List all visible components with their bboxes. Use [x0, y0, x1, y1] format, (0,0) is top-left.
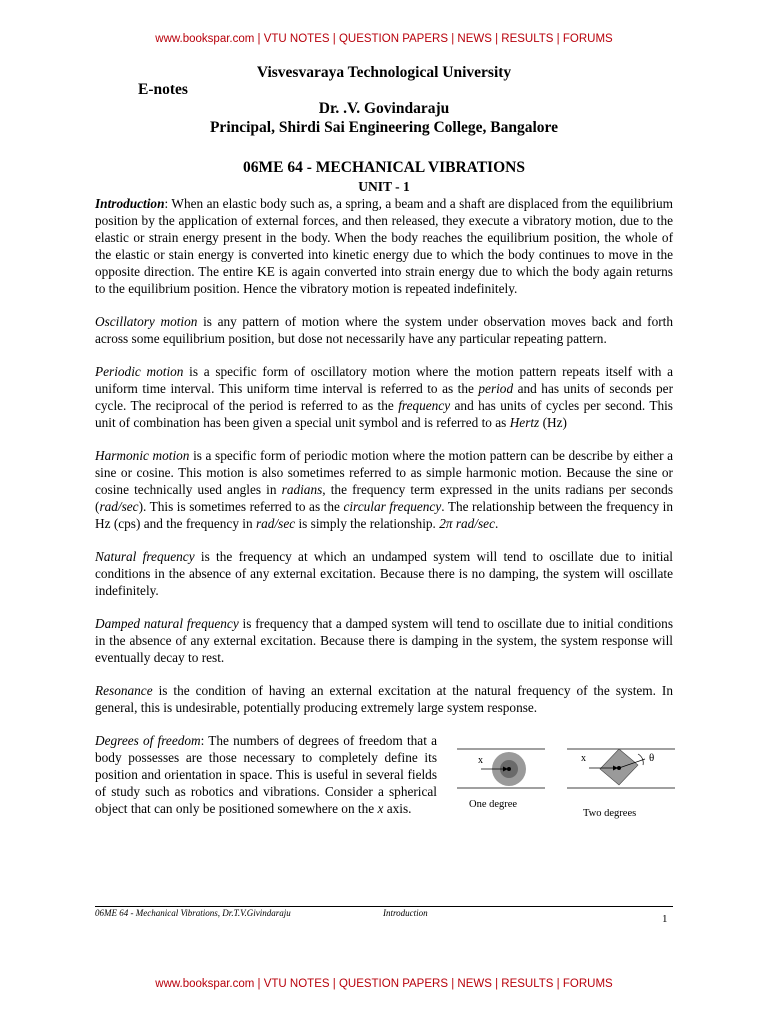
term-radians: radians	[281, 482, 323, 497]
term-period: period	[478, 381, 514, 396]
banner-sep: |	[254, 33, 264, 45]
paragraph-text: and has units of seconds per cycle. The reciprocal of the period is referred to as the	[95, 381, 673, 413]
term-natural-frequency: Natural frequency	[95, 549, 195, 564]
banner-link-news[interactable]: NEWS	[457, 33, 492, 45]
harmonic-motion-paragraph	[95, 447, 673, 532]
caption-two-degrees: Two degrees	[583, 808, 637, 819]
x-label-right: x	[581, 753, 586, 764]
banner-sep: |	[329, 33, 339, 45]
term-oscillatory-motion: Oscillatory motion	[95, 314, 198, 329]
paragraph-text: is the condition of having an external excitation at the natural frequency of the system. In general, this is undesirable, potentially producing extremely large system response.	[95, 683, 673, 715]
periodic-motion-paragraph	[95, 363, 673, 431]
university-name: Visvesvaraya Technological University	[256, 64, 512, 81]
banner-link-results[interactable]: RESULTS	[501, 33, 554, 45]
degrees-of-freedom-section	[95, 732, 673, 847]
oscillatory-motion-paragraph	[95, 313, 673, 347]
x-label-left: x	[478, 755, 483, 766]
banner-link-vtu-notes[interactable]: VTU NOTES	[263, 978, 330, 990]
paragraph-text: : The numbers of degrees of freedom that a body possesses are those necessary to completely define its position and orientation in space. This is useful in several fields of study such as robotics and vibrations. Consider a spherical object that can only be positioned somewhere on the	[95, 733, 437, 816]
banner-sep: |	[553, 33, 563, 45]
caption-one-degree: One degree	[469, 799, 518, 810]
banner-link-vtu-notes[interactable]: VTU NOTES	[263, 33, 330, 45]
banner-link-forums[interactable]: FORUMS	[562, 978, 613, 990]
banner-sep: |	[448, 978, 458, 990]
banner-sep: |	[448, 33, 458, 45]
banner-link-news[interactable]: NEWS	[457, 978, 492, 990]
introduction-paragraph	[95, 195, 673, 297]
page-number: 1	[662, 913, 668, 925]
paragraph-text: is simply the relationship.	[295, 516, 440, 531]
enotes-label: E-notes	[138, 81, 188, 98]
paragraph-text: . The relationship between the frequency in Hz (cps) and the frequency in	[95, 499, 673, 531]
term-hertz: Hertz	[509, 415, 540, 430]
paragraph-text: , the frequency term expressed in the units radians per seconds (	[95, 482, 674, 514]
banner-link-results[interactable]: RESULTS	[501, 978, 554, 990]
paragraph-text: is frequency that a damped system will tend to oscillate due to initial conditions in the absence of any external excitation. Because there is damping in the system, the system response will eventually decay to rest.	[95, 616, 673, 665]
paragraph-text: is any pattern of motion where the system under observation moves back and forth across some equilibrium position, but dose not necessarily have any particular repeating pattern.	[95, 314, 673, 346]
term-circular-frequency: circular frequency	[343, 499, 442, 514]
course-title: 06ME 64 - MECHANICAL VIBRATIONS	[243, 159, 525, 176]
footer-divider	[95, 906, 673, 907]
banner-link-forums[interactable]: FORUMS	[562, 33, 613, 45]
banner-link-question-papers[interactable]: QUESTION PAPERS	[338, 33, 448, 45]
paragraph-text: : When an elastic body such as, a spring, a beam and a shaft are displaced from the equilibrium position by the application of external forces, and then released, they execute a vibratory motion, due to the elastic or strain energy present in the body. When the body reaches the equilibrium position, the whole of the elastic or stain energy is converted into kinetic energy due to which the body continues to move in the opposite direction. The entire KE is again converted into strain energy due to which the body again returns to the equilibrium position. Hence the vibratory motion is repeated indefinitely.	[95, 196, 673, 296]
paragraph-text: ). This is sometimes referred to as the	[138, 499, 344, 514]
paragraph-text: and has units of cycles per second. This unit of combination has been given a special unit symbol and is referred to as	[95, 398, 673, 430]
top-banner	[0, 33, 768, 45]
banner-sep: |	[553, 978, 563, 990]
theta-label: θ	[649, 752, 655, 764]
footer-section: Introduction	[383, 908, 428, 918]
term-rad-sec: rad/sec	[99, 499, 139, 514]
author-affiliation: Principal, Shirdi Sai Engineering College, Bangalore	[209, 119, 559, 136]
banner-sep: |	[329, 978, 339, 990]
term-periodic-motion: Periodic motion	[95, 364, 184, 379]
resonance-paragraph	[95, 682, 673, 716]
paragraph-text: is the frequency at which an undamped system will tend to oscillate due to initial conditions in the absence of any external excitation. Because there is no damping, the system will oscillate indefinitely.	[95, 549, 674, 598]
banner-site-link[interactable]: www.bookspar.com	[155, 33, 255, 45]
term-degrees-of-freedom: Degrees of freedom	[95, 733, 201, 748]
document-page	[95, 62, 673, 847]
footer-course-author: 06ME 64 - Mechanical Vibrations, Dr.T.V.Givindaraju	[95, 908, 291, 918]
term-introduction: Introduction	[95, 196, 165, 211]
bottom-banner	[0, 978, 768, 990]
paragraph-text: is a specific form of periodic motion where the motion pattern can be describe by either a sine or cosine. This motion is also sometimes referred to as simple harmonic motion. Because the sine or cosine technically used angles in	[95, 448, 673, 497]
banner-sep: |	[254, 978, 264, 990]
paragraph-text: is a specific form of oscillatory motion where the motion pattern repeats itself with a uniform time interval. This uniform time interval is referred to as the	[95, 364, 674, 396]
banner-link-question-papers[interactable]: QUESTION PAPERS	[338, 978, 448, 990]
unit-title: UNIT - 1	[358, 179, 410, 194]
banner-sep: |	[491, 33, 502, 45]
term-frequency: frequency	[398, 398, 451, 413]
natural-frequency-paragraph	[95, 548, 673, 599]
theta-arc	[638, 754, 643, 765]
degrees-of-freedom-figure	[457, 745, 675, 835]
banner-sep: |	[491, 978, 502, 990]
paragraph-text: axis.	[383, 801, 412, 816]
paragraph-text: .	[494, 516, 499, 531]
formula-2pi-rad-sec: 2π rad/sec	[439, 516, 495, 531]
term-harmonic-motion: Harmonic motion	[95, 448, 190, 463]
damped-natural-frequency-paragraph	[95, 615, 673, 666]
term-resonance: Resonance	[95, 683, 153, 698]
term-rad-sec: rad/sec	[255, 516, 296, 531]
banner-site-link[interactable]: www.bookspar.com	[155, 978, 255, 990]
term-x-axis: x	[377, 801, 384, 816]
author-name: Dr. .V. Govindaraju	[318, 100, 450, 117]
paragraph-text: (Hz)	[539, 415, 567, 430]
degrees-of-freedom-paragraph	[95, 732, 437, 817]
term-damped-natural-frequency: Damped natural frequency	[95, 616, 239, 631]
